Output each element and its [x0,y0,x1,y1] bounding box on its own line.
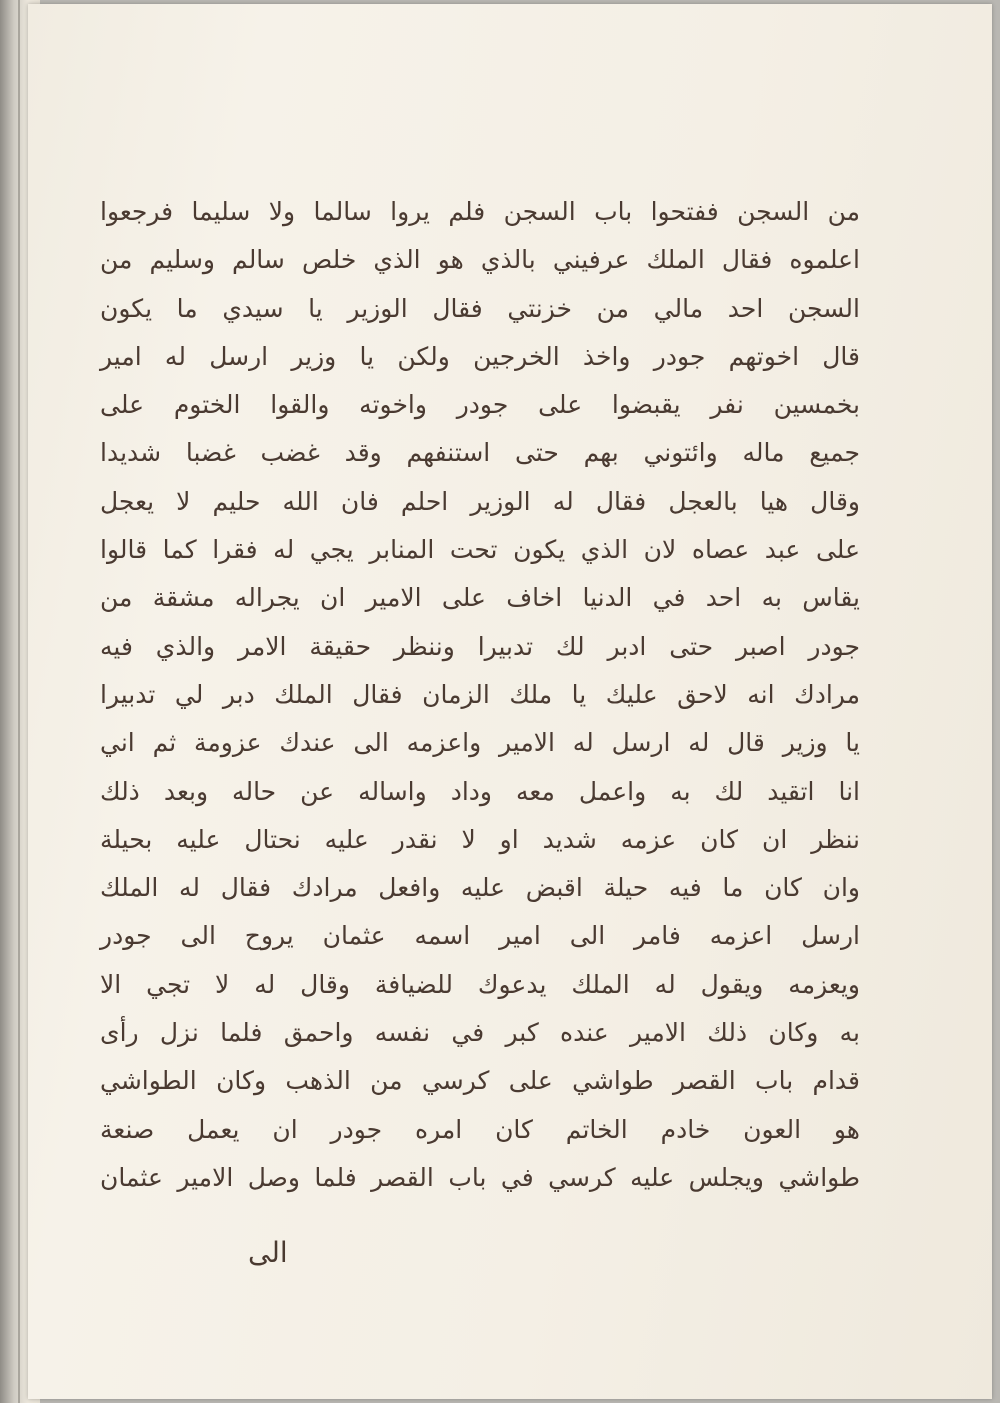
text-line: من السجن ففتحوا باب السجن فلم يروا سالما ولا سليما فرجعوا [100,197,860,226]
text-line: انا اتقيد لك به واعمل معه وداد واساله عن حاله وبعد ذلك [100,776,860,806]
text-line: وان كان ما فيه حيلة اقبض عليه وافعل مرادك فقال له الملك [100,873,860,903]
text-line: وقال هيا بالعجل فقال له الوزير احلم فان الله حليم لا يعجل [100,486,860,516]
text-line: يا وزير قال له ارسل له الامير واعزمه الى عندك عزومة ثم اني [100,728,860,758]
text-line: جميع ماله وائتوني بهم حتى استنفهم وقد غضب غضبا شديدا [100,438,860,468]
text-line: ننظر ان كان عزمه شديد او لا نقدر عليه نحتال عليه بحيلة [100,824,860,854]
text-line: هو العون خادم الخاتم كان امره جودر ان يعمل صنعة [100,1114,860,1144]
text-line: ويعزمه ويقول له الملك يدعوك للضيافة وقال له لا تجي الا [100,969,860,999]
binding-crease [18,0,20,1403]
text-line: ارسل اعزمه فامر الى امير اسمه عثمان يروح الى جودر [100,921,860,951]
manuscript-text-block [100,188,860,1202]
text-line: بخمسين نفر يقبضوا على جودر واخوته والقوا الختوم على [100,390,860,420]
text-line: قدام باب القصر طواشي على كرسي من الذهب وكان الطواشي [100,1066,860,1096]
text-line: اعلموه فقال الملك عرفيني بالذي هو الذي خلص سالم وسليم من [100,245,860,275]
text-line: السجن احد مالي من خزنتي فقال الوزير يا سيدي ما يكون [100,293,860,323]
catchword: الى [248,1236,288,1269]
text-line: مرادك انه لاحق عليك يا ملك الزمان فقال الملك دبر لي تدبيرا [100,679,860,709]
manuscript-page [28,4,992,1399]
text-line: جودر اصبر حتى ادبر لك تدبيرا وننظر حقيقة الامر والذي فيه [100,631,860,661]
text-line: يقاس به احد في الدنيا اخاف على الامير ان يجراله مشقة من [100,583,860,613]
text-line: قال اخوتهم جودر واخذ الخرجين ولكن يا وزير ارسل له امير [100,341,860,371]
text-line: على عبد عصاه لان الذي يكون تحت المنابر يجي له فقرا كما قالوا [100,535,860,565]
text-line: طواشي ويجلس عليه كرسي في باب القصر فلما وصل الامير عثمان [100,1162,860,1192]
text-line: به وكان ذلك الامير عنده كبر في نفسه واحمق فلما نزل رأى [100,1018,860,1048]
